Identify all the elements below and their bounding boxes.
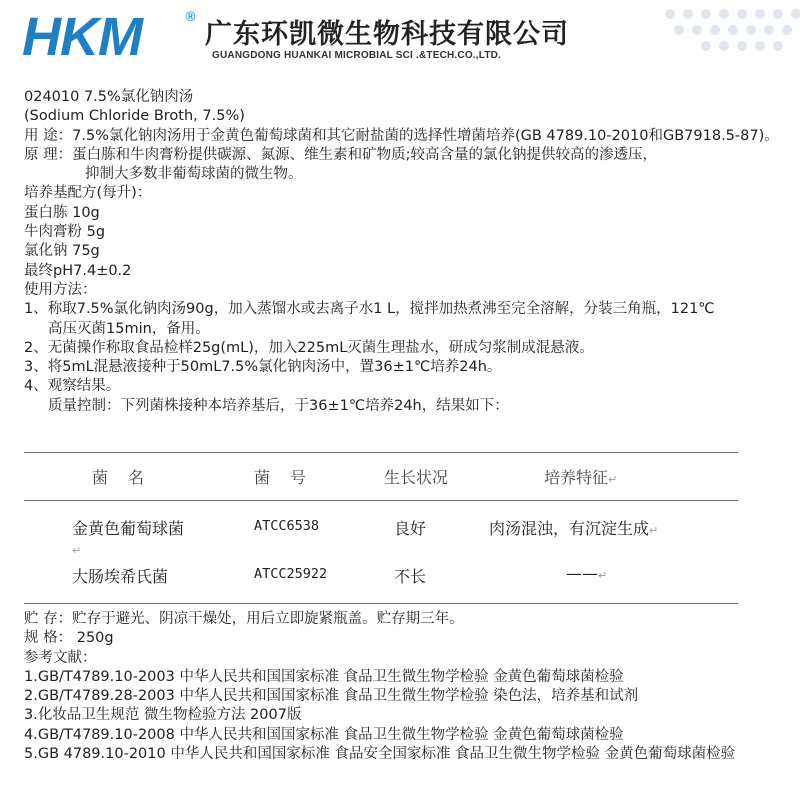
reference-item: 4.GB/T4789.10-2008 中华人民共和国国家标准 食品卫生微生物学检验 金黄色葡萄球菌检验 bbox=[24, 726, 624, 743]
table-cell-feature bbox=[566, 564, 607, 583]
method-step-1-cont: 高压灭菌15min，备用。 bbox=[48, 320, 210, 337]
paragraph-mark: ↵ bbox=[608, 473, 618, 486]
table-cell-growth: 良好 bbox=[394, 519, 427, 538]
product-description bbox=[24, 88, 794, 416]
table-cell-strain: 大肠埃希氏菌 bbox=[72, 567, 169, 586]
reference-item: 3.化妆品卫生规范 微生物检验方法 2007版 bbox=[24, 707, 302, 724]
formula-heading: 培养基配方(每升)： bbox=[24, 185, 152, 202]
method-heading: 使用方法： bbox=[24, 281, 97, 298]
header-decoration bbox=[520, 0, 800, 70]
paragraph-mark: ↵ bbox=[72, 544, 82, 557]
table-cell-code: ATCC25922 bbox=[254, 566, 328, 582]
table-header-rule bbox=[24, 500, 738, 501]
formula-item: 牛肉膏粉 5g bbox=[24, 224, 106, 241]
table-top-rule bbox=[24, 452, 738, 453]
table-cell-feature-text: 肉汤混浊，有沉淀生成 bbox=[489, 519, 650, 538]
registered-mark: ® bbox=[184, 10, 197, 25]
reference-item: 5.GB 4789.10-2010 中华人民共和国国家标准 食品安全国家标准 食品卫生微生物学检验 金黄色葡萄球菌检验 bbox=[24, 746, 736, 763]
table-header-growth: 生长状况 bbox=[384, 468, 449, 487]
product-title-cn: 024010 7.5%氯化钠肉汤 bbox=[24, 89, 194, 105]
table-cell-growth: 不长 bbox=[394, 567, 427, 586]
method-step-4: 4、观察结果。 bbox=[24, 378, 121, 395]
company-name-cn: 广东环凯微生物科技有限公司 bbox=[205, 19, 569, 50]
usage-text: 用 途：7.5%氯化钠肉汤用于金黄色葡萄球菌和其它耐盐菌的选择性增菌培养(GB 4789.10-2010和GB7918.5-87)。 bbox=[24, 127, 779, 144]
company-logo: HKM bbox=[22, 7, 142, 67]
company-name-en: GUANGDONG HUANKAI MICROBIAL SCI .&TECH.CO.,LTD. bbox=[212, 50, 502, 61]
table-cell-strain: 金黄色葡萄球菌 bbox=[72, 519, 185, 538]
reference-item: 2.GB/T4789.28-2003 中华人民共和国国家标准 食品卫生微生物学检验 染色法，培养基和试剂 bbox=[24, 688, 639, 705]
method-step-1: 1、称取7.5%氯化钠肉汤90g，加入蒸馏水或去离子水1 L，搅拌加热煮沸至完全溶解，分装三角瓶，121℃ bbox=[24, 301, 715, 318]
table-cell-code: ATCC6538 bbox=[254, 518, 320, 534]
table-header-feature-label: 培养特征 bbox=[544, 468, 609, 487]
reference-item: 1.GB/T4789.10-2003 中华人民共和国国家标准 食品卫生微生物学检验 金黄色葡萄球菌检验 bbox=[24, 668, 624, 685]
table-cell-feature-text: —— bbox=[566, 564, 598, 583]
quality-control-text: 质量控制：下列菌株接种本培养基后，于36±1℃培养24h，结果如下： bbox=[48, 397, 509, 414]
table-header-strain: 菌 名 bbox=[92, 468, 147, 487]
table-header-feature bbox=[544, 465, 617, 488]
table-cell-feature bbox=[489, 516, 658, 539]
table-bottom-rule bbox=[24, 603, 738, 604]
table-header-code: 菌 号 bbox=[254, 468, 309, 487]
storage-text: 贮 存：贮存于避光、阴凉干燥处，用后立即旋紧瓶盖。贮存期三年。 bbox=[24, 611, 464, 627]
spec-text: 规 格： 250g bbox=[24, 630, 114, 647]
product-title-en: (Sodium Chloride Broth, 7.5%) bbox=[24, 108, 245, 125]
principle-text: 原 理：蛋白胨和牛肉膏粉提供碳源、氮源、维生素和矿物质;较高含量的氯化钠提供较高的渗透压， bbox=[24, 146, 657, 163]
formula-item: 蛋白胨 10g bbox=[24, 204, 100, 221]
quality-control-table bbox=[24, 452, 738, 604]
principle-text-cont: 抑制大多数非葡萄球菌的微生物。 bbox=[85, 166, 303, 183]
formula-item: 最终pH7.4±0.2 bbox=[24, 262, 132, 279]
product-footer bbox=[24, 610, 794, 764]
references-heading: 参考文献： bbox=[24, 649, 97, 666]
paragraph-mark: ↵ bbox=[598, 569, 608, 582]
paragraph-mark: ↵ bbox=[649, 524, 659, 537]
method-step-2: 2、无菌操作称取食品检样25g(mL)，加入225mL灭菌生理盐水，研成匀浆制成混悬液。 bbox=[24, 339, 594, 356]
formula-item: 氯化钠 75g bbox=[24, 243, 100, 260]
letterhead bbox=[0, 0, 800, 80]
method-step-3: 3、将5mL混悬液接种于50mL7.5%氯化钠肉汤中，置36±1℃培养24h。 bbox=[24, 359, 502, 376]
